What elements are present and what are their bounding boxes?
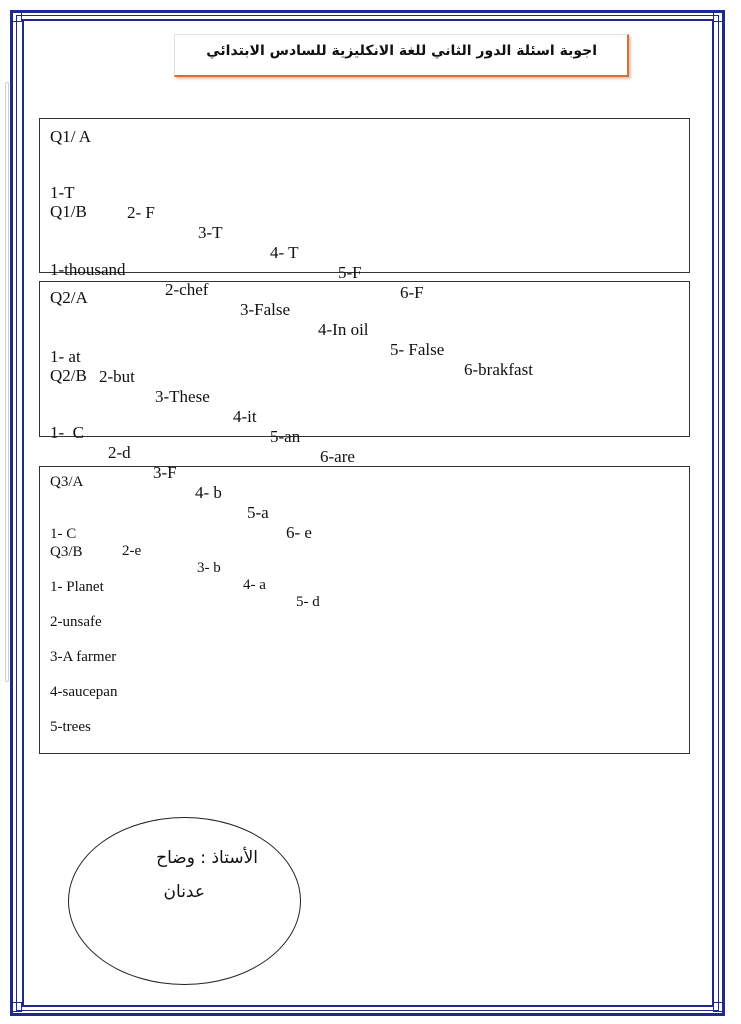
q3-b-answer-5: 5-trees [50,719,91,735]
border-corner [12,1002,22,1012]
q2-b-label: Q2/B [50,366,87,385]
teacher-name-line1: الأستاذ : وضاح [156,848,258,868]
answer: 5-a [247,503,269,522]
answer: 1- C [50,423,84,442]
q3-b-answer-1: 1- Planet [50,579,104,595]
q2-a-label: Q2/A [50,288,88,307]
q3-box [39,466,690,754]
left-margin-rule [5,82,9,682]
answer: 4-In oil [318,320,369,339]
title-box [174,34,629,77]
answer: 3- b [197,560,221,576]
answer: 2-e [122,543,142,559]
answer: 3-False [240,300,291,319]
answer: 1-T [50,183,75,202]
answer: 5- False [390,340,445,359]
answer: 2- F [127,203,155,222]
answer: 2-chef [165,280,209,299]
answer: 5-F [338,263,362,282]
border-corner [713,1002,723,1012]
signature-oval [68,817,301,985]
border-corner [12,12,22,22]
answer: 5- d [296,594,320,610]
answer: 4-it [233,407,257,426]
q3-b-answer-3: 3-A farmer [50,649,117,665]
answer: 2-d [108,443,131,462]
q1-a-label: Q1/ A [50,127,92,146]
answer: 3-T [198,223,223,242]
q3-a-label: Q3/A [50,474,84,490]
answer: 1-thousand [50,260,126,279]
answer: 4- b [195,483,222,502]
answer: 2-but [99,367,135,386]
q3-a-answers [40,509,689,628]
q1-b-label: Q1/B [50,202,87,221]
answer: 4- a [243,577,266,593]
teacher-name-line2: عدنان [163,882,205,902]
border-corner [713,12,723,22]
answer: 1- C [50,526,77,542]
answer: 6-F [400,283,424,302]
answer: 3-These [155,387,210,406]
answer: 6-brakfast [464,360,533,379]
q3-b-answer-2: 2-unsafe [50,614,102,630]
q3-b-answer-4: 4-saucepan [50,684,118,700]
page-title: اجوبة اسئلة الدور الثاني للغة الانكليزية للسادس الابتدائي [206,43,597,59]
answer: 5-an [270,427,301,446]
q3-b-label: Q3/B [50,544,83,560]
answer: 6-are [320,447,355,466]
answer: 1- at [50,347,81,366]
answer: 4- T [270,243,299,262]
answer: 6- e [286,523,312,542]
answer: 3-F [153,463,177,482]
